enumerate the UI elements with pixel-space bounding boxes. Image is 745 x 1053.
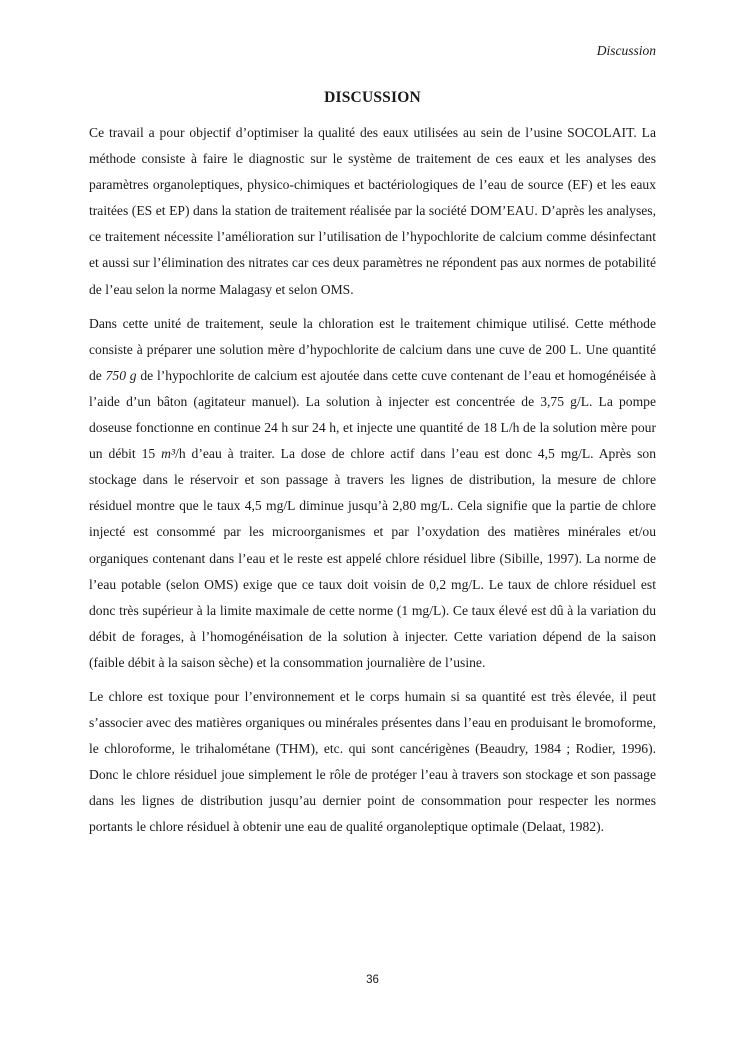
paragraph-2: [89, 311, 656, 676]
hypochlorite-mass: 750 g: [105, 367, 137, 383]
paragraph-2-part-2: de l’hypochlorite de calcium est ajoutée dans cette cuve contenant de l’eau et homogénéisée à l’aide d’un bâton (agitateur manuel). La solution à injecter est concentrée de 3,75 g/L. La pompe doseuse fonctionne en continue 24 h sur 24 h, et injecte une quantité de 18 L/h de la solution mère pour un débit 15: [89, 367, 656, 462]
flow-volume-unit: m³: [161, 446, 176, 462]
paragraph-1: Ce travail a pour objectif d’optimiser la qualité des eaux utilisées au sein de l’usine SOCOLAIT. La méthode consiste à faire le diagnostic sur le système de traitement de ces eaux et les analyses des paramètres organoleptiques, physico-chimiques et bactériologiques de l’eau de source (EF) et les eaux traitées (ES et EP) dans la station de traitement réalisée par la société DOM’EAU. D’après les analyses, ce traitement nécessite l’amélioration sur l’utilisation de l’hypochlorite de calcium comme désinfectant et aussi sur l’élimination des nitrates car ces deux paramètres ne répondent pas aux normes de potabilité de l’eau selon la norme Malagasy et selon OMS.: [89, 125, 656, 297]
paragraph-2-part-3: /h d’eau à traiter. La dose de chlore actif dans l’eau est donc 4,5 mg/L. Après son stockage dans le réservoir et son passage à travers les lignes de distribution, la mesure de chlore résiduel montre que le taux 4,5 mg/L diminue jusqu’à 2,80 mg/L. Cela signifie que la partie de chlore injecté est consommé par les microorganismes et par l’oxydation des matières minérales et/ou organiques contenant dans l’eau et le reste est appelé chlore résiduel libre (Sibille, 1997). La norme de l’eau potable (selon OMS) exige que ce taux doit voisin de 0,2 mg/L. Le taux de chlore résiduel est donc très supérieur à la limite maximale de cette norme (1 mg/L). Ce taux élevé est dû à la variation du débit de forages, à l’homogénéisation de la solution à injecter. Cette variation dépend de la saison (faible débit à la saison sèche) et la consommation journalière de l’usine.: [89, 446, 656, 670]
page-number: 36: [366, 974, 379, 986]
running-head: Discussion: [596, 43, 656, 58]
section-title: DISCUSSION: [324, 89, 421, 106]
body-text: [89, 120, 656, 849]
paragraph-3: Le chlore est toxique pour l’environnement et le corps humain si sa quantité est très élevée, il peut s’associer avec des matières organiques ou minérales présentes dans l’eau en produisant le bromoforme, le chloroforme, le trihalométane (THM), etc. qui sont cancérigènes (Beaudry, 1984 ; Rodier, 1996). Donc le chlore résiduel joue simplement le rôle de protéger l’eau à travers son stockage et son passage dans les lignes de distribution jusqu’au dernier point de consommation pour respecter les normes portants le chlore résiduel à obtenir une eau de qualité organoleptique optimale (Delaat, 1982).: [89, 688, 656, 835]
paragraph-2-part-1: Dans cette unité de traitement, seule la chloration est le traitement chimique utilisé. Cette méthode consiste à préparer une solution mère d’hypochlorite de calcium dans une cuve de 200 L. Une quantité de: [89, 315, 656, 383]
